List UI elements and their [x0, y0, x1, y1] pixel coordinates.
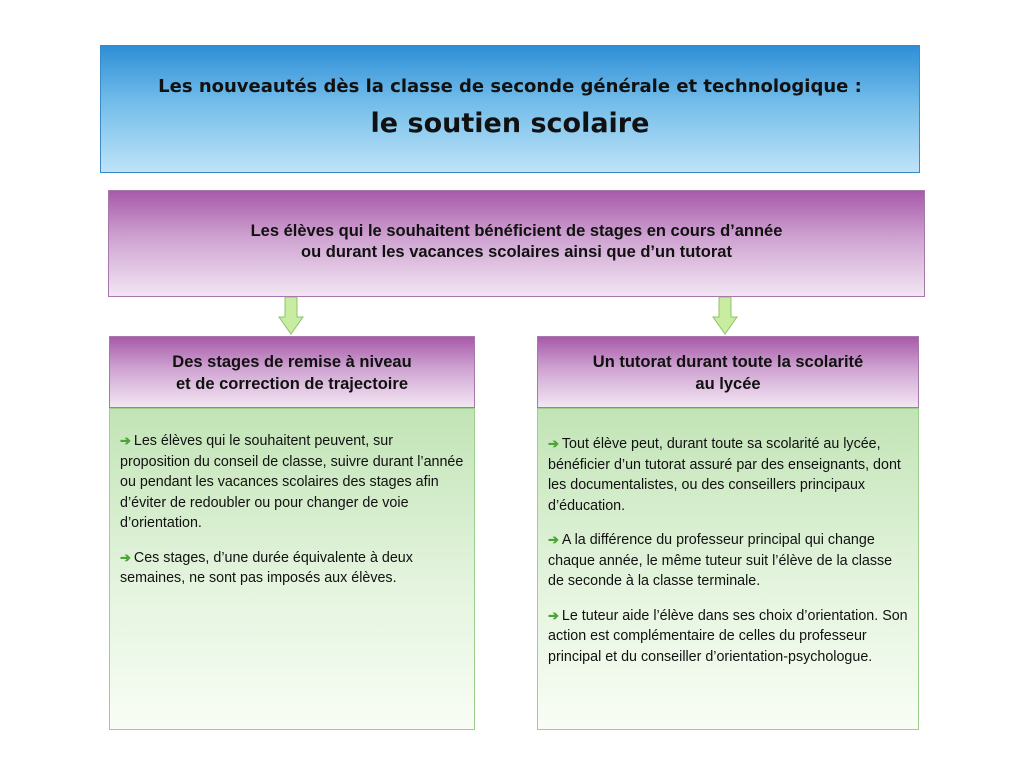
- tutorat-title-line2: au lycée: [695, 375, 761, 393]
- right-arrow-icon: ➔: [548, 436, 559, 451]
- right-arrow-icon: ➔: [548, 607, 559, 623]
- right-arrow-icon: ➔: [120, 549, 131, 565]
- stages-title-line2: et de correction de trajectoire: [176, 375, 408, 393]
- tutorat-paragraph: [548, 530, 910, 592]
- stages-body: [109, 408, 475, 730]
- stages-header: [109, 336, 475, 408]
- tutorat-paragraph: [548, 606, 910, 668]
- right-arrow-icon: ➔: [548, 532, 559, 547]
- down-arrow-icon: [278, 297, 304, 335]
- slide-title-line1: Les nouveautés dès la classe de seconde générale et technologique :: [158, 76, 862, 97]
- stages-paragraph: [120, 548, 466, 589]
- tutorat-header: [537, 336, 919, 408]
- stages-title: [110, 351, 474, 395]
- tutorat-paragraph-text: Le tuteur aide l’élève dans ses choix d’orientation. Son action est complémentaire de celles du professeur principal et du conseiller d’orientation-psychologue.: [548, 607, 908, 665]
- intro-line1: Les élèves qui le souhaitent bénéficient de stages en cours d’année: [250, 222, 783, 240]
- tutorat-title-line1: Un tutorat durant toute la scolarité: [592, 353, 864, 371]
- slide-title-box: [100, 45, 920, 173]
- tutorat-title: [538, 351, 918, 395]
- tutorat-body: [537, 408, 919, 730]
- tutorat-paragraph-text: Tout élève peut, durant toute sa scolarité au lycée, bénéficier d’un tutorat assuré par des enseignants, dont les documentalistes, ou des conseillers principaux d’éducation.: [548, 436, 901, 514]
- stages-paragraph-text: Les élèves qui le souhaitent peuvent, sur proposition du conseil de classe, suivre durant l’année ou pendant les vacances scolaires des stages afin d’éviter de redoubler ou pour changer de voie d’orientation.: [120, 433, 464, 531]
- tutorat-paragraph-text: A la différence du professeur principal qui change chaque année, le même tuteur suit l’élève de la classe de seconde à la classe terminale.: [548, 532, 893, 589]
- tutorat-paragraph: [548, 434, 910, 516]
- intro-box: [108, 190, 925, 297]
- stages-title-line1: Des stages de remise à niveau: [172, 353, 412, 371]
- intro-text: [109, 221, 924, 263]
- stages-paragraph: [120, 431, 466, 534]
- slide-title-main: le soutien scolaire: [370, 108, 650, 139]
- stages-paragraph-text: Ces stages, d’une durée équivalente à deux semaines, ne sont pas imposés aux élèves.: [120, 549, 413, 586]
- right-arrow-icon: ➔: [120, 433, 131, 448]
- intro-line2: ou durant les vacances scolaires ainsi que d’un tutorat: [301, 243, 732, 261]
- down-arrow-icon: [712, 297, 738, 335]
